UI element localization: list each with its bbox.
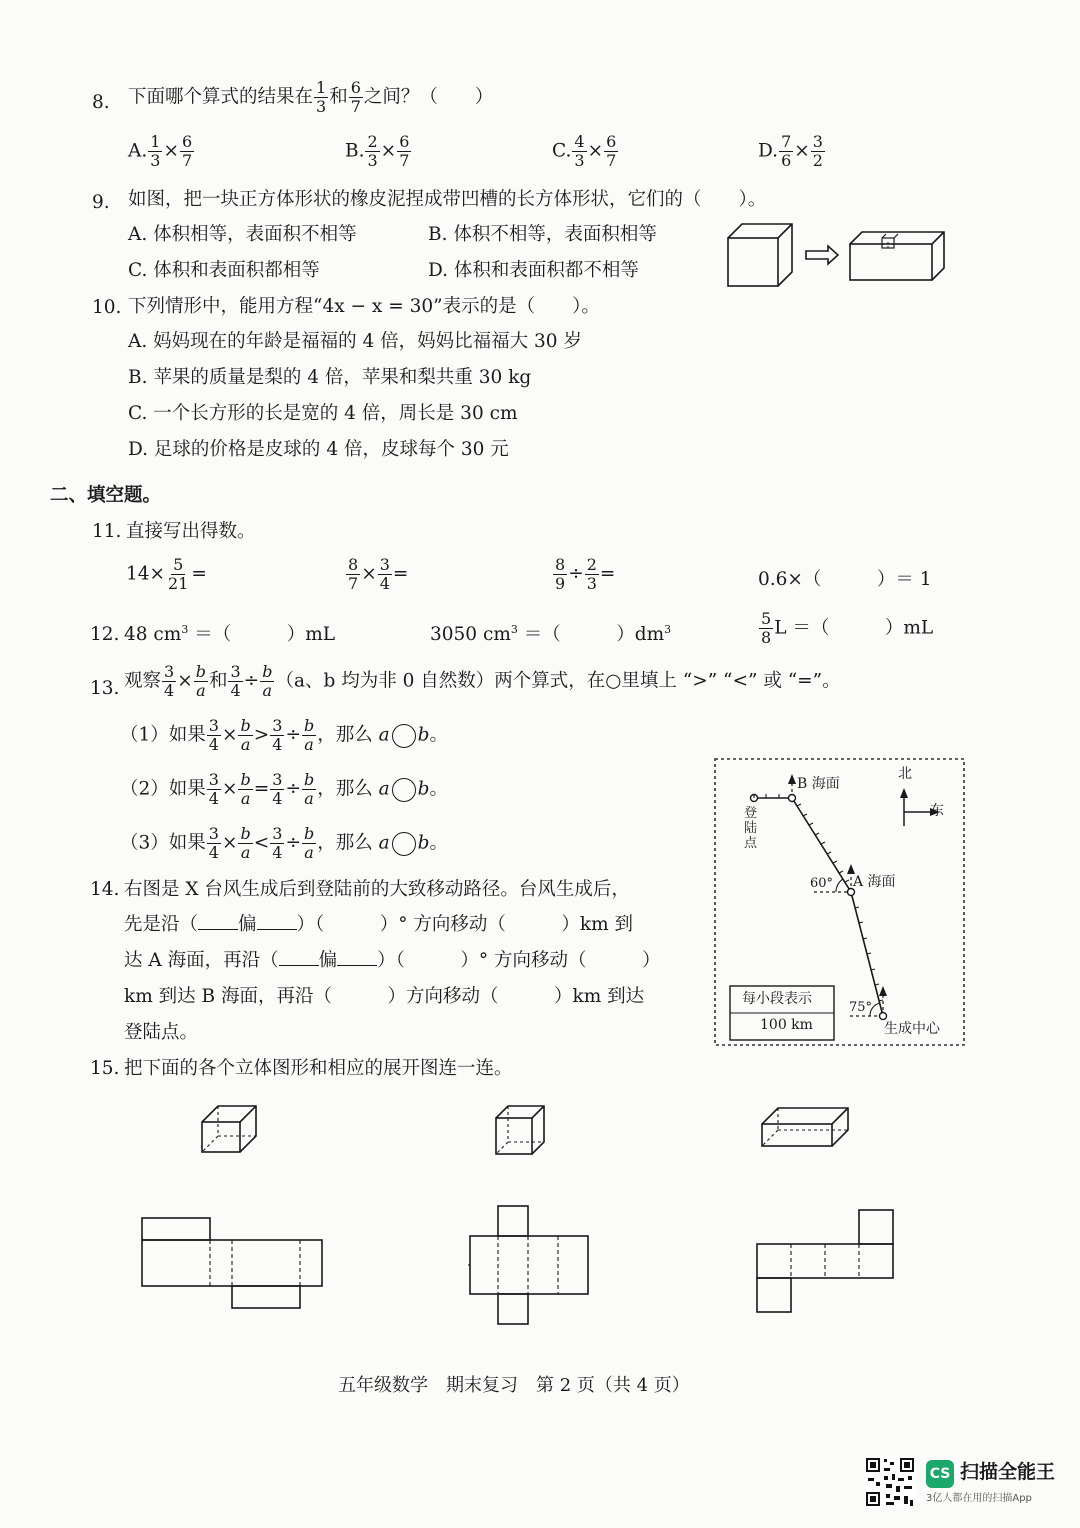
q13-sub-2: （2）如果 $\frac{3}{4}$ × $\frac{b}{a}$ = $\frac{3}{4}$ ÷ $\frac{b}{a}$ ，那么 a b。 — [120, 770, 448, 808]
q10-option-b[interactable]: B. 苹果的质量是梨的 4 倍，苹果和梨共重 30 kg — [128, 367, 532, 388]
q8-option-d[interactable]: D. $\frac{7}{6}$ × $\frac{3}{2}$ — [758, 132, 823, 170]
q8-number: 8. — [92, 92, 110, 113]
page-footer: 五年级数学 期末复习 第 2 页（共 4 页） — [338, 1375, 690, 1396]
q14-line-1: 右图是 X 台风生成后到登陆前的大致移动路径。台风生成后， — [124, 879, 630, 900]
q12-part-2: 3050 $cm^3$ ＝（ ）$dm^3$ — [430, 622, 672, 645]
q10-option-d[interactable]: D. 足球的价格是皮球的 4 倍，皮球每个 30 元 — [128, 439, 509, 460]
q11-expr-2: $\frac{8}{7}$ × $\frac{3}{4}$ = — [348, 555, 409, 593]
q11-expr-1: 14× $\frac{5}{21}$ = — [126, 555, 207, 593]
q10-number: 10. — [92, 297, 122, 318]
q11-number: 11. — [92, 521, 122, 542]
q11-expr-4: 0.6×（ ）＝ 1 — [758, 569, 932, 590]
q14-line-2: 先是沿（ 偏 ）（ ）° 方向移动（ ）km 到 — [124, 914, 634, 935]
q14-line-3: 达 A 海面，再沿（ 偏 ）（ ）° 方向移动（ ） — [124, 950, 661, 971]
q10-stem: 下列情形中，能用方程“4x − x = 30”表示的是（ ）。 — [128, 296, 600, 317]
q15-stem: 把下面的各个立体图形和相应的展开图连一连。 — [124, 1058, 513, 1079]
q9-stem: 如图，把一块正方体形状的橡皮泥捏成带凹槽的长方体形状，它们的（ ）。 — [128, 189, 767, 210]
q13-sub-1: （1）如果 $\frac{3}{4}$ × $\frac{b}{a}$ > $\frac{3}{4}$ ÷ $\frac{b}{a}$ ，那么 a b。 — [120, 716, 448, 754]
solid-1 — [200, 1102, 260, 1156]
net-3 — [755, 1208, 897, 1316]
q9-number: 9. — [92, 192, 110, 213]
q14-number: 14. — [90, 879, 120, 900]
q11-stem: 直接写出得数。 — [126, 521, 256, 542]
answer-circle[interactable] — [392, 778, 416, 802]
q8-option-a[interactable]: A. $\frac{1}{3}$ × $\frac{6}{7}$ — [128, 132, 193, 170]
map-scale-line-1: 每小段表示 — [742, 991, 812, 1007]
map-b-label: B 海面 — [797, 776, 840, 792]
solid-3 — [760, 1106, 852, 1148]
map-angle-75: 75° — [849, 1000, 873, 1015]
compass-east: 东 — [930, 803, 944, 819]
map-angle-60: 60° — [810, 876, 834, 891]
q12-number: 12. — [90, 624, 120, 645]
q8-stem: 下面哪个算式的结果在 $\frac{1}{3}$ 和 $\frac{6}{7}$ 之间？（ ） — [128, 78, 494, 116]
q15-number: 15. — [90, 1058, 120, 1079]
q13-number: 13. — [90, 678, 120, 699]
watermark-subtitle: 3亿人都在用的扫描App — [926, 1493, 1032, 1504]
compass-north: 北 — [898, 766, 912, 782]
q9-figure — [722, 218, 952, 290]
q12-part-1: 48 $cm^3$ ＝（ ）mL — [124, 622, 336, 645]
q9-option-a[interactable]: A. 体积相等，表面积不相等 — [128, 224, 357, 245]
q13-sub-3: （3）如果 $\frac{3}{4}$ × $\frac{b}{a}$ < $\frac{3}{4}$ ÷ $\frac{b}{a}$ ，那么 a b。 — [120, 824, 448, 862]
fraction: $\frac{6}{7}$ — [350, 78, 361, 116]
q9-option-b[interactable]: B. 体积不相等，表面积相等 — [428, 224, 657, 245]
map-scale-line-2: 100 km — [760, 1017, 813, 1033]
net-1 — [140, 1216, 326, 1310]
q8-option-b[interactable]: B. $\frac{2}{3}$ × $\frac{6}{7}$ — [345, 132, 410, 170]
section-heading: 二、填空题。 — [50, 485, 162, 506]
map-landing-label: 登 陆 点 — [744, 806, 758, 851]
answer-circle[interactable] — [392, 724, 416, 748]
q8-option-c[interactable]: C. $\frac{4}{3}$ × $\frac{6}{7}$ — [552, 132, 617, 170]
q11-expr-3: $\frac{8}{9}$ ÷ $\frac{2}{3}$ = — [555, 555, 616, 593]
q14-line-4: km 到达 B 海面，再沿（ ）方向移动（ ）km 到达 — [124, 986, 645, 1007]
q14-line-5: 登陆点。 — [124, 1022, 199, 1043]
qr-code-icon — [864, 1456, 916, 1508]
solid-2 — [494, 1104, 546, 1156]
q13-stem: 观察 $\frac{3}{4}$ × $\frac{b}{a}$ 和 $\frac{3}{4}$ ÷ $\frac{b}{a}$ （a、b 均为非 0 自然数）两个算式，在○里填上 “>” “<” 或 “=”。 — [124, 662, 841, 700]
answer-circle[interactable] — [392, 832, 416, 856]
q9-option-c[interactable]: C. 体积和表面积都相等 — [128, 260, 320, 281]
q9-option-d[interactable]: D. 体积和表面积都不相等 — [428, 260, 639, 281]
q12-part-3: $\frac{5}{8}$ L ＝（ ）mL — [761, 609, 934, 647]
net-2 — [468, 1204, 592, 1328]
map-center-label: 生成中心 — [884, 1021, 940, 1037]
watermark-brand: 扫描全能王 — [960, 1461, 1056, 1483]
q10-option-c[interactable]: C. 一个长方形的长是宽的 4 倍，周长是 30 cm — [128, 403, 518, 424]
camscanner-badge-icon: CS — [926, 1460, 954, 1488]
q10-option-a[interactable]: A. 妈妈现在的年龄是福福的 4 倍，妈妈比福福大 30 岁 — [128, 331, 582, 352]
fraction: $\frac{1}{3}$ — [316, 78, 327, 116]
map-a-label: A 海面 — [853, 874, 896, 890]
